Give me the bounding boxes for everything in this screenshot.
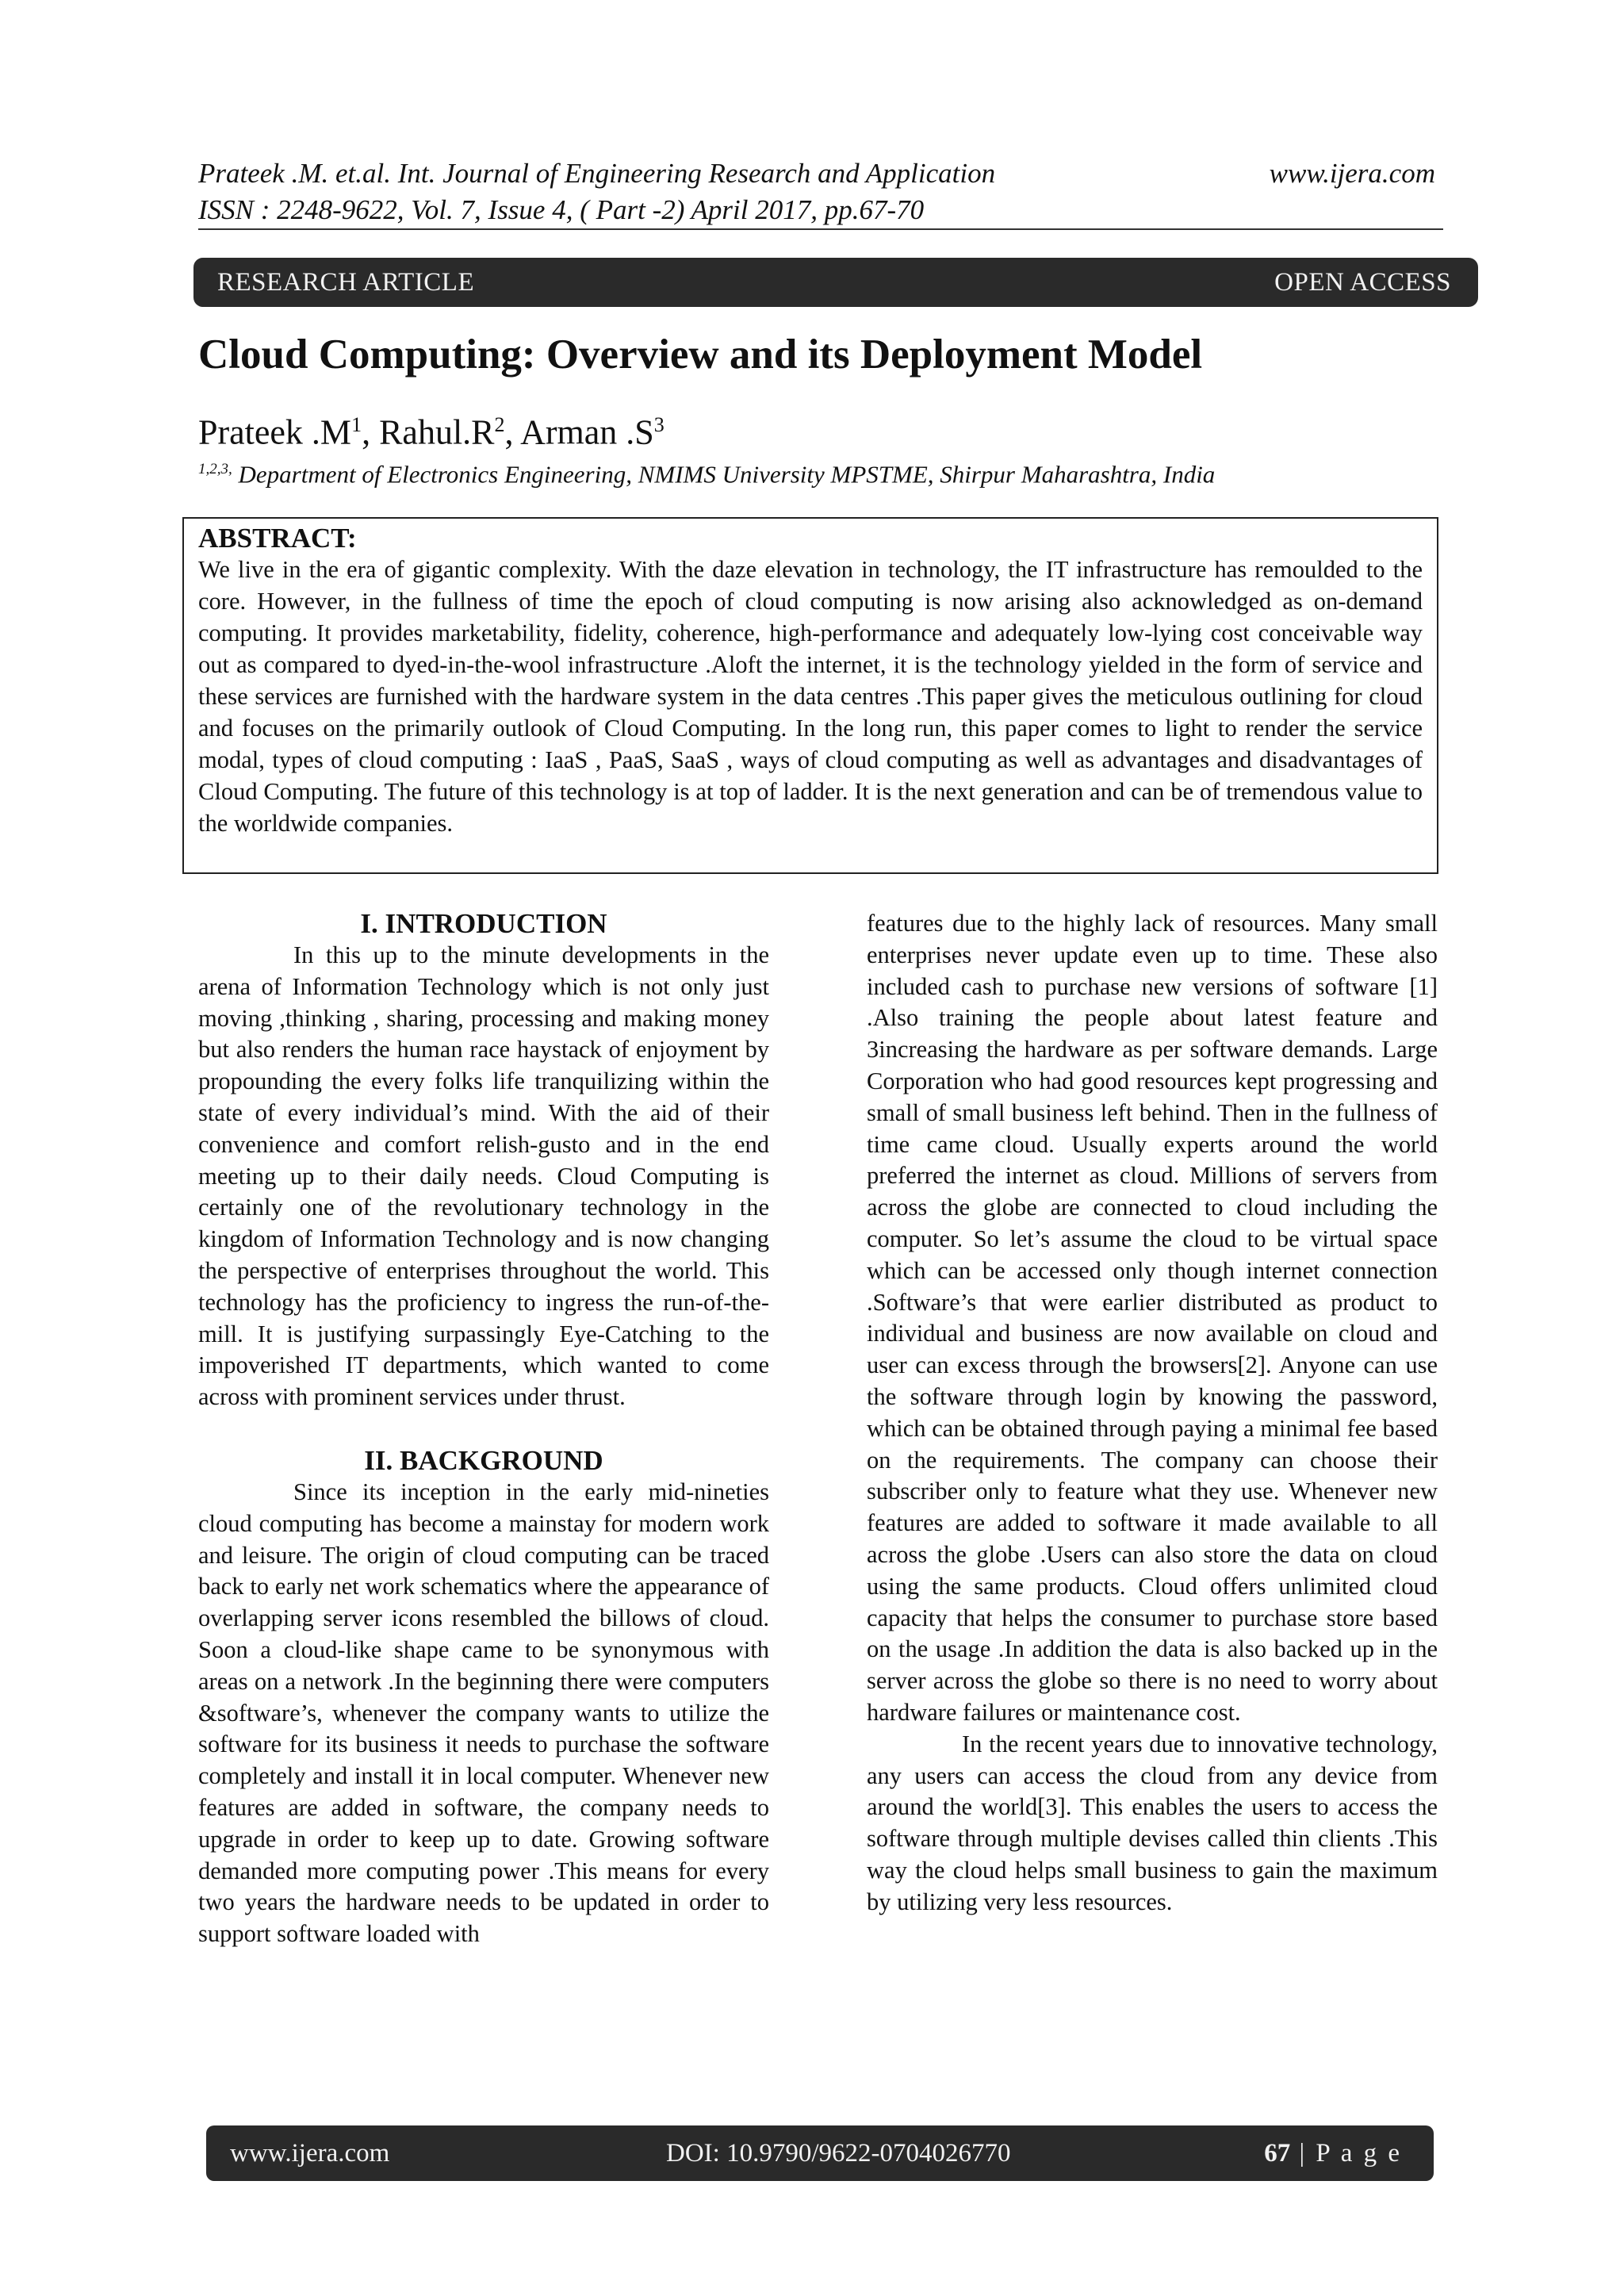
journal-website-link[interactable]: www.ijera.com — [1269, 158, 1435, 189]
article-type-bar — [193, 258, 1478, 307]
abstract-heading: ABSTRACT: — [198, 523, 357, 554]
abstract-box — [182, 517, 1438, 874]
section-heading-introduction: I. INTRODUCTION — [360, 908, 607, 939]
page-number: 67 — [1264, 2139, 1291, 2168]
left-column — [198, 908, 769, 1950]
author-affiliation-mark: 2 — [494, 413, 505, 436]
journal-citation: Prateek .M. et.al. Int. Journal of Engineering Research and Application — [198, 158, 996, 189]
background-continuation-paragraph: features due to the highly lack of resources. Many small enterprises never update even up to time. These also included cash to purchase new versions of software [1] .Also training the people about latest feature and 3increasing the hardware as per software demands. Large Corporation who had good resources kept progressing and small of small business left behind. Then in the fullness of time came cloud. Usually experts around the world preferred the internet as cloud. Millions of servers from across the globe are connected to cloud including the computer. So let’s assume the cloud to be virtual space which can be accessed only though internet connection .Software’s that were earlier distributed as product to individual and business are now available on cloud and user can excess through the browsers[2]. Anyone can use the software through login by knowing the password, which can be obtained through paying a minimal fee based on the requirements. The company can choose their subscriber only to feature what they use. Whenever new features are added to software it made available to all across the globe .Users can also store the data on cloud using the same products. Cloud offers unlimited cloud capacity that helps the consumer to purchase store based on the usage .In addition the data is also backed up in the server across the globe so there is no need to worry about hardware failures or maintenance cost. — [867, 910, 1438, 1726]
article-type-label: RESEARCH ARTICLE — [217, 268, 475, 297]
author-affiliation-mark: 1 — [351, 413, 362, 436]
background-paragraph: Since its inception in the early mid-nineties cloud computing has become a mainstay for modern work and leisure. The origin of cloud computing can be traced back to early net work schematics where the appearance of overlapping server icons resembled the billows of cloud. Soon a cloud-like shape came to be synonymous with areas on a network .In the beginning there were computers &software’s, whenever the company wants to utilize the software for its business it needs to purchase the software completely and install it in local computer. Whenever new features are added in software, the company needs to upgrade in order to keep up to date. Growing software demanded more computing power .This means for every two years the hardware needs to be updated in order to support software loaded with — [198, 1478, 769, 1948]
affiliation-text: Department of Electronics Engineering, NMIMS University MPSTME, Shirpur Maharashtra, India — [232, 460, 1216, 489]
footer-website-link[interactable]: www.ijera.com — [230, 2139, 390, 2168]
affiliation-marks: 1,2,3, — [198, 461, 232, 477]
header-divider — [198, 228, 1443, 230]
footer-page-number — [1264, 2125, 1402, 2181]
footer-doi: DOI: 10.9790/9622-0704026770 — [666, 2139, 1011, 2168]
issn-line: ISSN : 2248-9622, Vol. 7, Issue 4, ( Part -2) April 2017, pp.67-70 — [198, 194, 925, 225]
author-affiliation-mark: 3 — [653, 413, 665, 436]
background-paragraph-2: In the recent years due to innovative technology, any users can access the cloud from any device from around the world[3]. This enables the users to access the software through multiple devises called thin clients .This way the cloud helps small business to gain the maximum by utilizing very less resources. — [867, 1730, 1438, 1915]
section-heading-background: II. BACKGROUND — [364, 1444, 603, 1476]
page-footer — [206, 2125, 1434, 2181]
author-name: Prateek .M — [198, 412, 352, 452]
paper-title: Cloud Computing: Overview and its Deployment Model — [198, 332, 1203, 378]
page-label: | P a g e — [1290, 2139, 1402, 2168]
right-column — [867, 908, 1438, 1918]
introduction-paragraph: In this up to the minute developments in the arena of Information Technology which is not only just moving ,thinking , sharing, processing and making money but also renders the human race haystack of enjoyment by propounding the every folks life tranquilizing within the state of every individual’s mind. With the aid of their convenience and comfort relish-gusto and in the end meeting up to their daily needs. Cloud Computing is certainly one of the revolutionary technology in the kingdom of Information Technology and is now changing the perspective of enterprises throughout the world. This technology has the proficiency to ingress the run-of-the-mill. It is justifying surpassingly Eye-Catching to the impoverished IT departments, which wanted to come across with prominent services under thrust. — [198, 941, 769, 1411]
access-type-label: OPEN ACCESS — [1274, 268, 1451, 297]
abstract-text: We live in the era of gigantic complexity. With the daze elevation in technology, the IT infrastructure has remoulded to the core. However, in the fullness of time the epoch of cloud computing is now arising also acknowledged as on-demand computing. It provides marketability, fidelity, coherence, high-performance and adequately low-lying cost conceivable way out as compared to dyed-in-the-wool infrastructure .Aloft the internet, it is the technology yielded in the form of service and these services are furnished with the hardware system in the data centres .This paper gives the meticulous outlining for cloud and focuses on the primarily outlook of Cloud Computing. In the long run, this paper comes to light to render the service modal, types of cloud computing : IaaS , PaaS, SaaS , ways of cloud computing as well as advantages and disadvantages of Cloud Computing. The future of this technology is at top of ladder. It is the next generation and can be of tremendous value to the worldwide companies. — [198, 556, 1423, 837]
author-affiliation — [198, 454, 1215, 490]
author-name: Rahul.R — [379, 412, 495, 452]
running-header — [198, 155, 1435, 228]
author-name: Arman .S — [520, 412, 654, 452]
author-list: Prateek $.M^1$, $Rahul.R^2$, Arman $.S^3$ — [198, 412, 665, 452]
